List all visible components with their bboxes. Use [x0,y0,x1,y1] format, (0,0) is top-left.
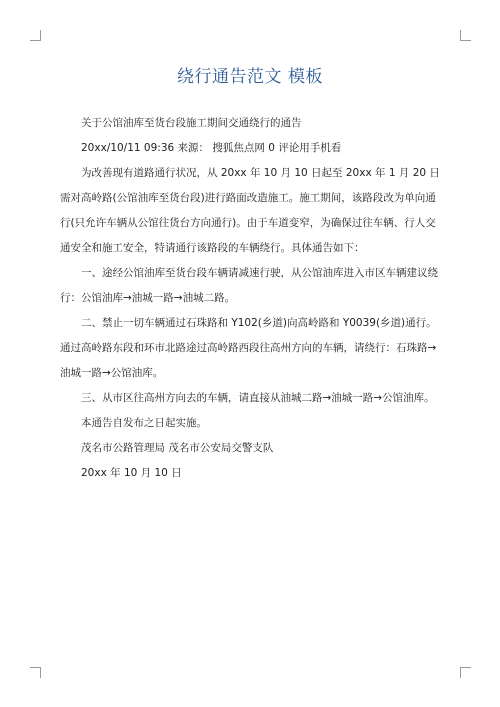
effective-paragraph: 本通告自发布之日起实施。 [81,417,207,429]
item-one-paragraph: 一、途经公馆油库至货台段车辆请减速行驶，从公馆油库进入市区车辆建议绕行：公馆油库→油城一路→油城二路。 [60,267,438,304]
document-body [60,111,441,486]
issuer-line: 茂名市公路管理局 茂名市公安局交警支队 [81,442,274,454]
crop-mark-top-left [30,30,41,41]
crop-mark-bottom-right [460,667,471,678]
item-two-paragraph: 二、禁止一切车辆通过石珠路和 Y102(乡道)向高岭路和 Y0039(乡道)通行。通过高岭路东段和环市北路途过高岭路西段往高州方向的车辆，请绕行：石珠路→油城一路→公馆油库。 [60,317,437,379]
source-line: 20xx/10/11 09:36 来源： 搜狐焦点网 0 评论用手机看 [81,142,342,154]
item-three-paragraph: 三、从市区往高州方向去的车辆，请直接从油城二路→油城一路→公馆油库。 [81,392,435,404]
intro-paragraph: 为改善现有道路通行状况，从 20xx 年 10 月 10 日起至 20xx 年 1 月 20 日需对高岭路(公馆油库至货台段)进行路面改造施工。施工期间，该路段改为单向通行(只允许车辆从公馆往货台方向通行)。由于车道变窄，为确保过往车辆、行人交通安全和施工安全，特请通行该路段的车辆绕行。具体通告如下： [60,167,440,254]
date-line: 20xx 年 10 月 10 日 [81,467,182,479]
crop-mark-bottom-left [30,667,41,678]
notice-heading: 关于公馆油库至货台段施工期间交通绕行的通告 [81,117,302,129]
crop-mark-top-right [460,30,471,41]
document-title: 绕行通告范文 模板 [177,67,323,87]
